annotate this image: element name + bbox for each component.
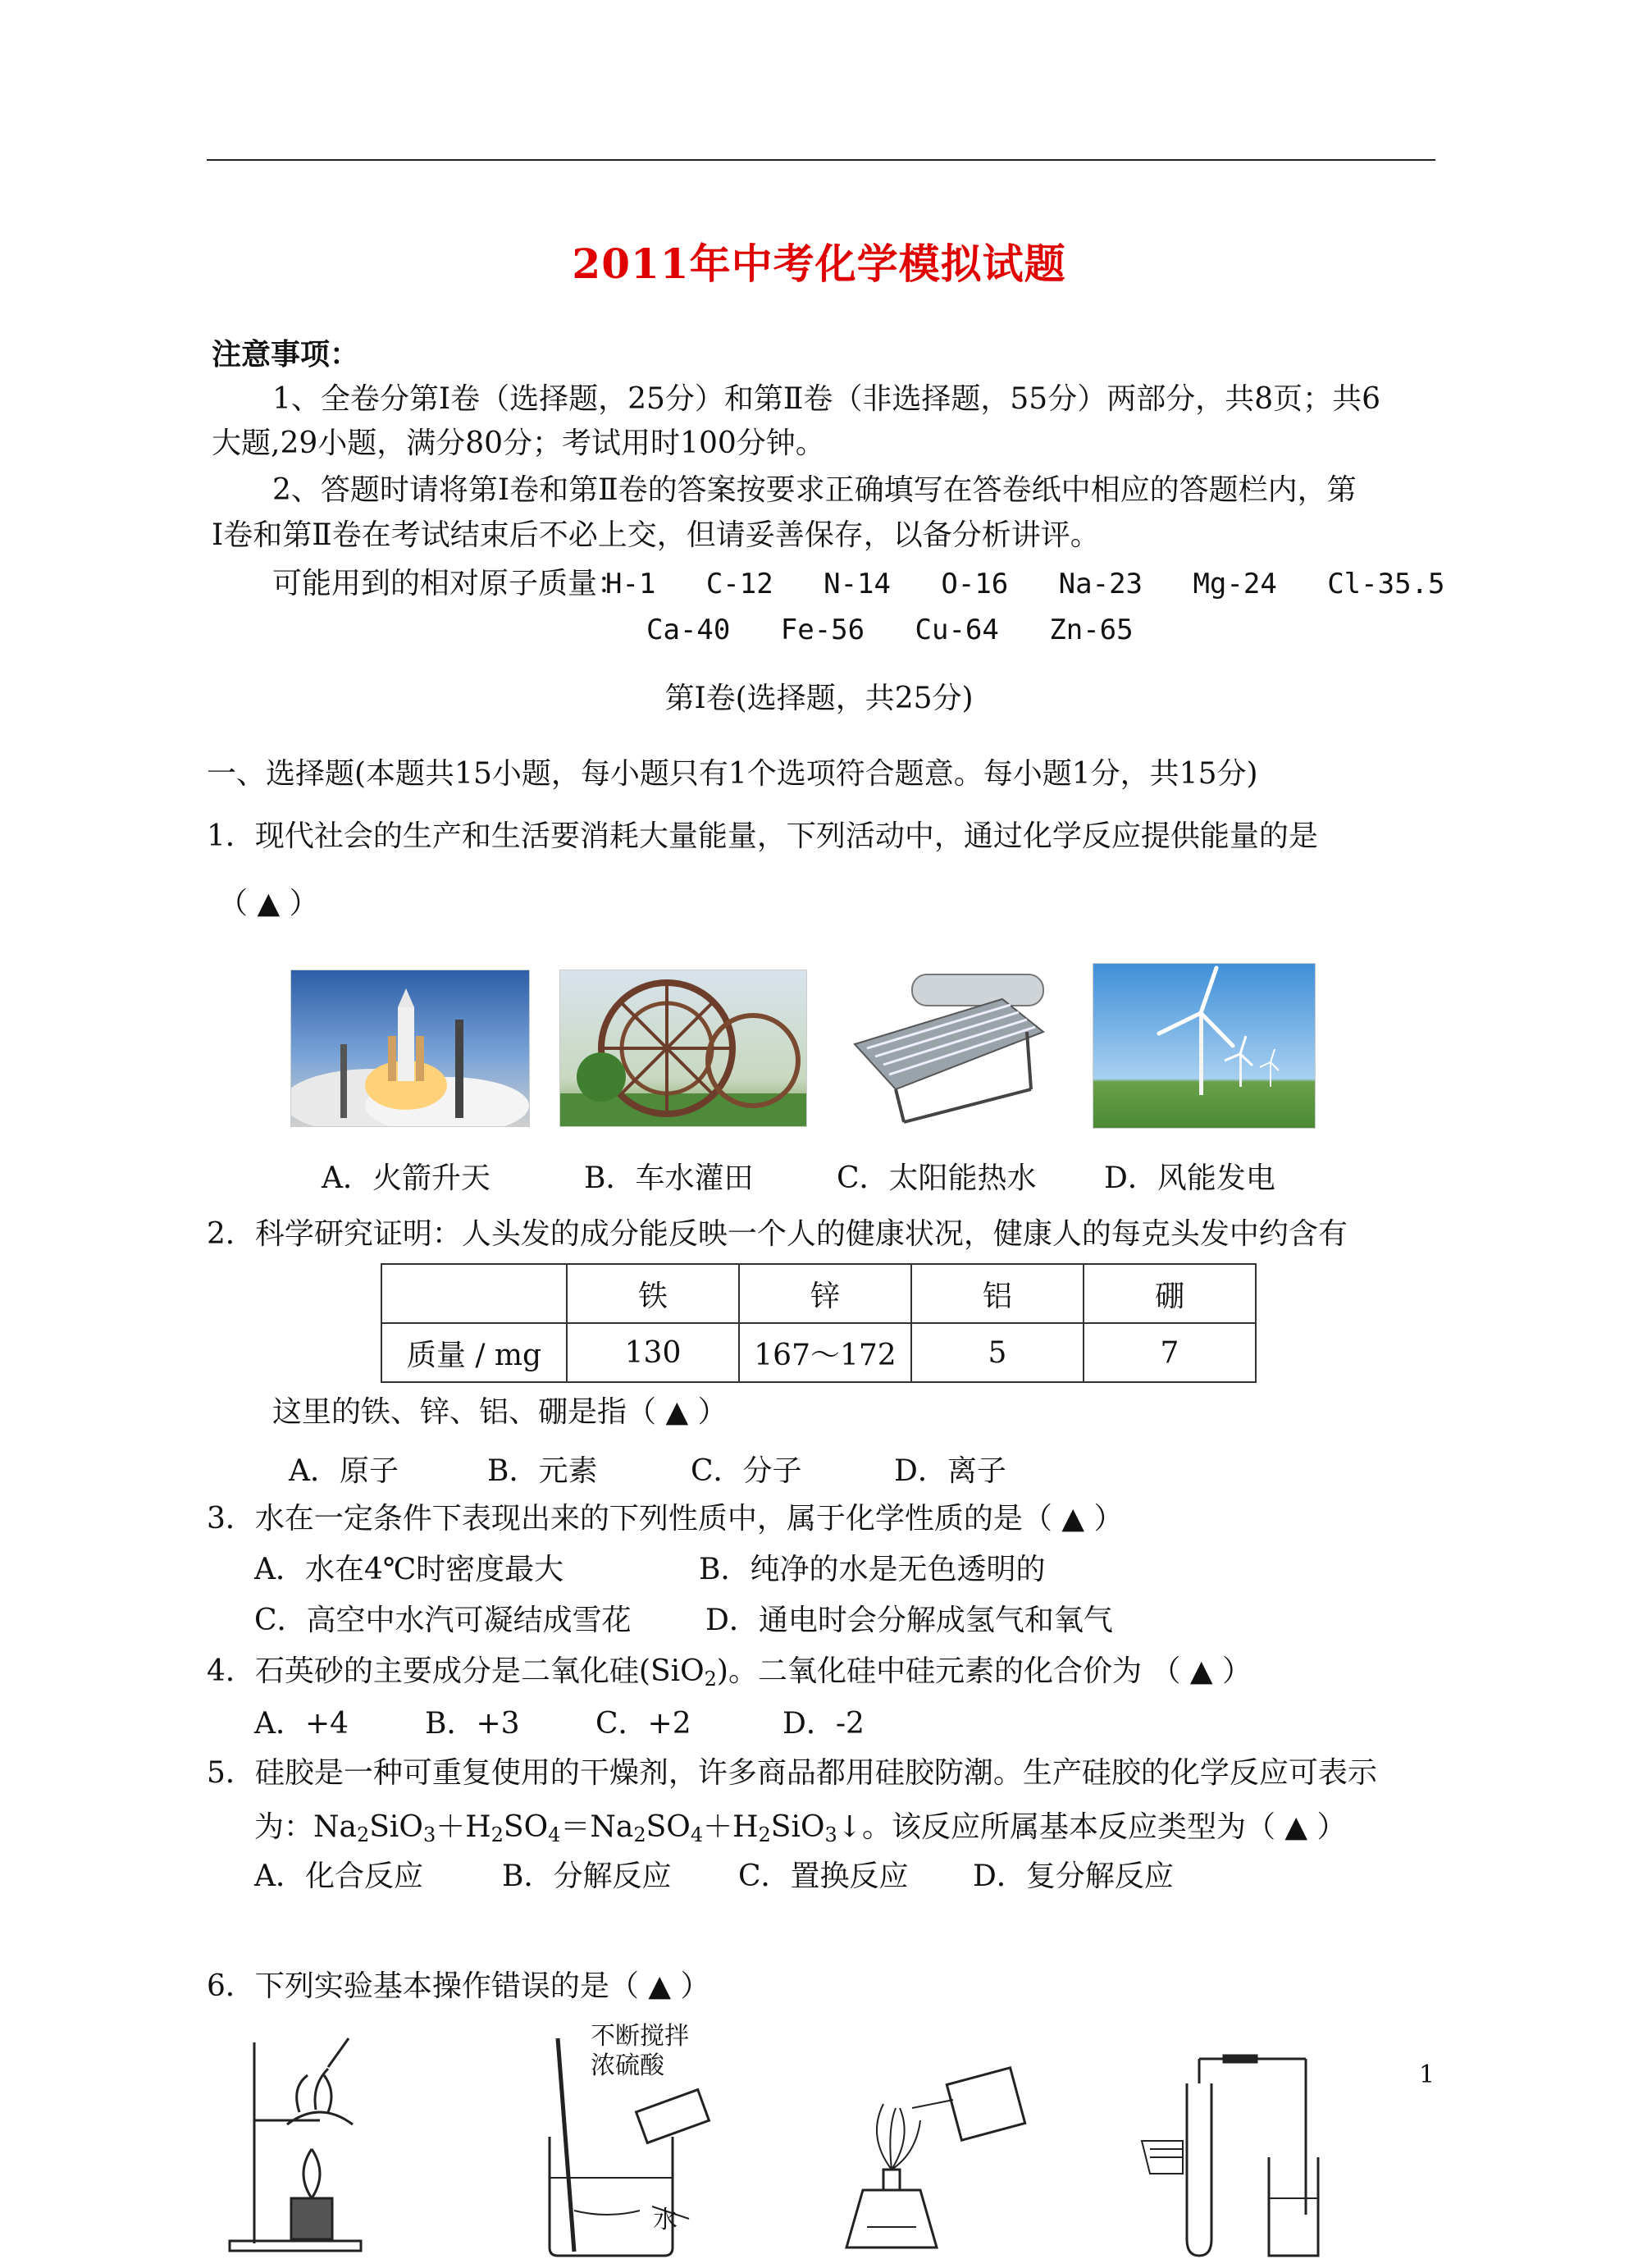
notes-line1a: 1、全卷分第Ⅰ卷（选择题，25分）和第Ⅱ卷（非选择题，55分）两部分，共8页；共6	[272, 382, 1381, 416]
atomic-mass-row1: H-1 C-12 N-14 O-16 Na-23 Mg-24 Cl-35.5	[605, 568, 1445, 600]
q2-option-b: B．元素	[487, 1454, 598, 1488]
q2-option-d: D．离子	[894, 1454, 1006, 1488]
table-cell: 5	[911, 1323, 1084, 1382]
heating-apparatus-figure	[221, 2034, 369, 2256]
table-header-cell	[381, 1264, 567, 1323]
atomic-mass-label: 可能用到的相对原子质量：	[272, 567, 627, 600]
table-cell: 130	[567, 1323, 739, 1382]
q4-option-d: D．-2	[782, 1707, 865, 1741]
table-header-cell: 铝	[911, 1264, 1084, 1323]
q6-stem: 6．下列实验基本操作错误的是（ ▲ ）	[207, 1969, 710, 2003]
notes-heading: 注意事项：	[212, 337, 360, 372]
q4-stem-subscript: 2	[704, 1668, 717, 1691]
table-cell: 167～172	[739, 1323, 911, 1382]
page-number: 1	[1419, 2060, 1435, 2089]
q5-option-c: C．置换反应	[738, 1860, 909, 1893]
q4-stem-part2: )。二氧化硅中硅元素的化合价为 （ ▲ ）	[716, 1654, 1252, 1688]
table-header-cell: 锌	[739, 1264, 911, 1323]
q5-stem: 5．硅胶是一种可重复使用的干燥剂，许多商品都用硅胶防潮。生产硅胶的化学反应可表示	[207, 1756, 1377, 1790]
alcohol-lamp-figure	[830, 2051, 1043, 2256]
waterwheel-image	[559, 970, 807, 1127]
atomic-mass-row2: Ca-40 Fe-56 Cu-64 Zn-65	[646, 614, 1134, 646]
q3-option-c: C．高空中水汽可凝结成雪花	[254, 1604, 632, 1637]
q2-option-a: A．原子	[289, 1454, 399, 1488]
q5-option-d: D．复分解反应	[973, 1860, 1174, 1893]
q5-option-a: A．化合反应	[254, 1860, 423, 1893]
q5-eq-prefix: 为：Na	[254, 1810, 357, 1844]
q3-option-a: A．水在4℃时密度最大	[254, 1553, 564, 1586]
q1-option-a: A．火箭升天	[322, 1161, 490, 1195]
q4-stem	[207, 1654, 1252, 1697]
q5-option-b: B．分解反应	[502, 1860, 672, 1893]
hair-composition-table	[381, 1263, 1257, 1383]
section1-heading: 一、选择题(本题共15小题，每小题只有1个选项符合题意。每小题1分，共15分)	[207, 757, 1258, 791]
notes-line1b: 大题,29小题，满分80分；考试用时100分钟。	[212, 427, 825, 460]
fig-label-water: 水	[653, 2206, 678, 2234]
solar-water-heater-image	[838, 966, 1052, 1130]
part1-heading: 第Ⅰ卷(选择题，共25分)	[664, 682, 974, 715]
q3-option-b: B．纯净的水是无色透明的	[699, 1553, 1046, 1586]
fig-label-stirring: 不断搅拌	[591, 2022, 689, 2051]
q4-option-c: C．+2	[595, 1707, 691, 1741]
q1-answer-blank: （ ▲ ）	[218, 887, 319, 920]
wind-turbine-image	[1093, 963, 1316, 1129]
rocket-launch-image	[290, 970, 530, 1127]
q2-option-c: C．分子	[691, 1454, 802, 1488]
table-cell: 7	[1084, 1323, 1256, 1382]
q1-stem: 1．现代社会的生产和生活要消耗大量能量，下列活动中，通过化学反应提供能量的是	[207, 819, 1318, 853]
q1-option-b: B．车水灌田	[584, 1161, 754, 1195]
q1-option-d: D．风能发电	[1104, 1161, 1275, 1195]
page-title: 2011年中考化学模拟试题	[572, 240, 1066, 288]
q2-stem: 2．科学研究证明：人头发的成分能反映一个人的健康状况，健康人的每克头发中约含有	[207, 1217, 1348, 1251]
header-rule	[207, 159, 1435, 161]
airtightness-check-figure	[1125, 2034, 1322, 2264]
notes-line2b: Ⅰ卷和第Ⅱ卷在考试结束后不必上交，但请妥善保存，以备分析讲评。	[212, 518, 1100, 552]
q4-stem-part1: 4．石英砂的主要成分是二氧化硅(SiO	[207, 1654, 705, 1688]
q5-equation: 为：$Na_2SiO_3+H_2SO_4=Na_2SO_4+H_2SiO_3↓$。该反应所属基本反应类型为（ ▲ ）	[254, 1810, 1347, 1846]
q5-eq-tail: ↓。该反应所属基本反应类型为（ ▲ ）	[837, 1810, 1347, 1844]
table-header-cell: 硼	[1084, 1264, 1256, 1323]
table-header-cell: 铁	[567, 1264, 739, 1323]
table-cell: 质量 / mg	[381, 1323, 567, 1382]
q4-option-b: B．+3	[425, 1707, 520, 1741]
q1-option-c: C．太阳能热水	[837, 1161, 1037, 1195]
q3-stem: 3．水在一定条件下表现出来的下列性质中，属于化学性质的是（ ▲ ）	[207, 1502, 1124, 1536]
notes-line2a: 2、答题时请将第Ⅰ卷和第Ⅱ卷的答案按要求正确填写在答卷纸中相应的答题栏内，第	[272, 473, 1357, 507]
q2-follow: 这里的铁、锌、铝、硼是指（ ▲ ）	[272, 1395, 728, 1429]
q3-option-d: D．通电时会分解成氢气和氧气	[705, 1604, 1113, 1637]
fig-label-conc-acid: 浓硫酸	[591, 2051, 664, 2080]
q4-option-a: A．+4	[254, 1707, 349, 1741]
